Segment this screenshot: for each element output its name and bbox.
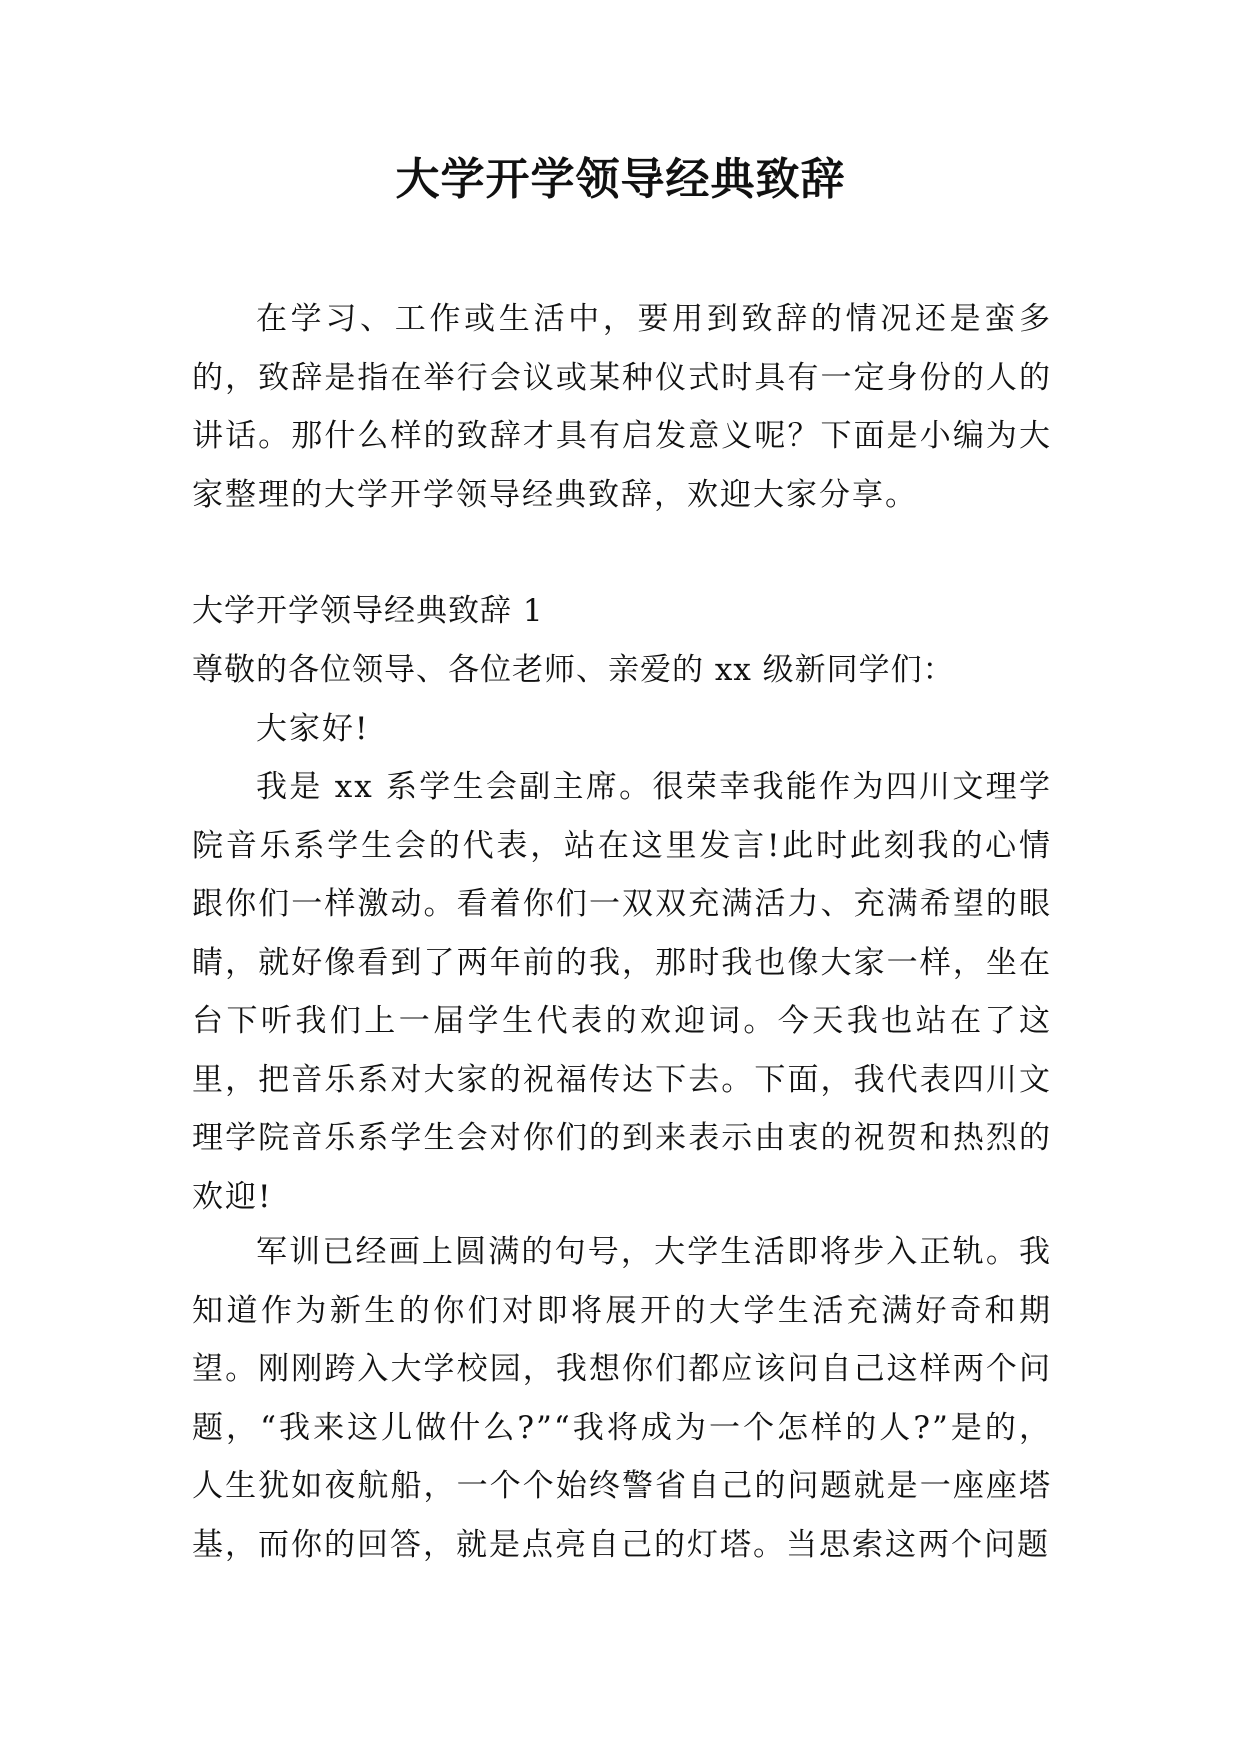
document-title: 大学开学领导经典致辞 [395, 154, 846, 205]
body-paragraph-1: 我是 xx 系学生会副主席。很荣幸我能作为四川文理学院音乐系学生会的代表，站在这里发言!此时此刻我的心情跟你们一样激动。看着你们一双双充满活力、充满希望的眼睛，就好像看到了两年前的我，那时我也像大家一样，坐在台下听我们上一届学生代表的欢迎词。今天我也站在了这里，把音乐系对大家的祝福传达下去。下面，我代表四川文理学院音乐系学生会对你们的到来表示由衷的祝贺和热烈的欢迎! [192, 769, 1052, 1215]
greeting: 大家好! [256, 711, 370, 747]
body-paragraph-2: 军训已经画上圆满的句号，大学生活即将步入正轨。我知道作为新生的你们对即将展开的大学生活充满好奇和期望。刚刚跨入大学校园，我想你们都应该问自己这样两个问题，“我来这儿做什么?”“我将成为一个怎样的人?”是的，人生犹如夜航船，一个个始终警省自己的问题就是一座座塔基，而你的回答，就是点亮自己的灯塔。当思索这两个问题 [192, 1234, 1052, 1563]
intro-paragraph: 在学习、工作或生活中，要用到致辞的情况还是蛮多的，致辞是指在举行会议或某种仪式时具有一定身份的人的讲话。那什么样的致辞才具有启发意义呢？下面是小编为大家整理的大学开学领导经典致辞，欢迎大家分享。 [192, 301, 1052, 513]
salutation: 尊敬的各位领导、各位老师、亲爱的 xx 级新同学们： [192, 652, 955, 688]
section-heading: 大学开学领导经典致辞 1 [192, 593, 544, 629]
